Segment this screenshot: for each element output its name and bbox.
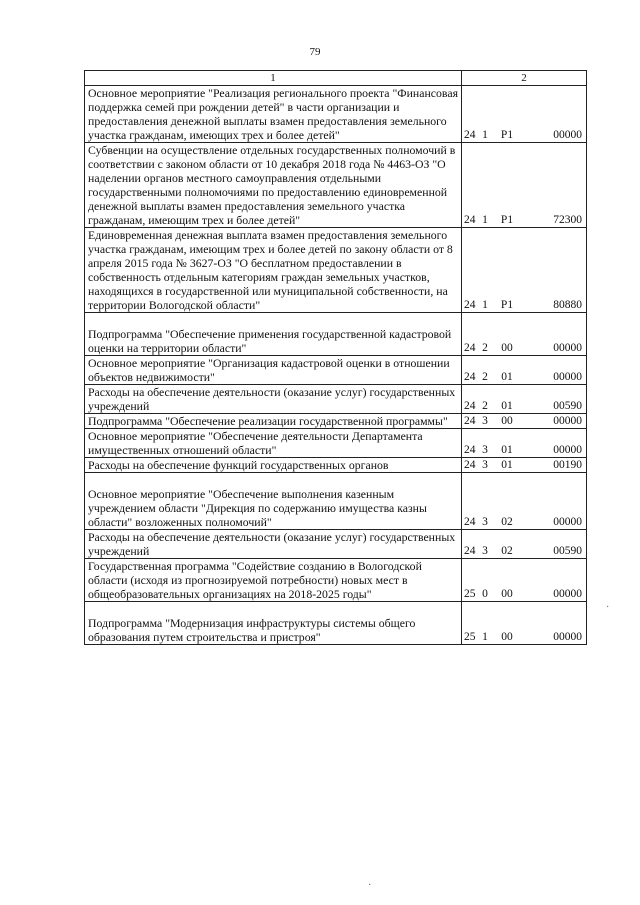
code-part-3: 00 [501,588,513,600]
table-row [85,473,587,530]
row-code-cell [462,414,587,429]
code-part-1: 25 [464,631,476,643]
row-name-text: Расходы на обеспечение деятельности (оказание услуг) государственных учреждений [88,530,456,558]
code-part-3: 00 [501,342,513,354]
code-part-3: P1 [500,299,514,311]
row-name-text: Основное мероприятие "Организация кадастровой оценки в отношении объектов недвижимости" [88,356,450,384]
code-part-3: 00 [501,631,513,643]
row-name-text: Государственная программа "Содействие созданию в Вологодской области (исходя из прогнозируемой потребности) новых мест в общеобразовательных организациях на 2018-2025 годы" [88,559,422,601]
code-part-3: 00 [501,415,513,427]
row-name-cell [85,429,462,458]
code-part-3: 02 [501,516,513,528]
code-part-1: 25 [464,588,476,600]
row-name-text: Подпрограмма "Обеспечение реализации государственной программы" [88,414,448,428]
row-name-cell [85,458,462,473]
code-part-4: 00000 [553,516,582,528]
code-part-4: 00000 [553,371,582,383]
table-row [85,602,587,645]
code-part-4: 00590 [553,400,582,412]
table-row [85,86,587,143]
row-name-text: Основное мероприятие "Реализация регионального проекта "Финансовая поддержка семей при рождении детей" в части организации и предоставления денежной выплаты взамен предоставления земельного участка гражданам, имеющих трех и более детей" [88,86,459,142]
table-row [85,143,587,228]
row-name-text: Единовременная денежная выплата взамен предоставления земельного участка гражданам, имеющим трех и более детей по закону области от 8 апреля 2015 года № 3627-ОЗ "О бесплатном предоставлении в собственность отдельным категориям граждан земельных участков, находящихся в государственной или муниципальной собственности, на территории Вологодской области" [88,228,453,312]
code-part-1: 24 [464,371,476,383]
table-header-row [85,71,587,86]
row-name-cell [85,86,462,143]
row-name-cell [85,559,462,602]
code-part-4: 00000 [553,631,582,643]
row-code-cell [462,530,587,559]
code-part-2: 3 [482,516,488,528]
column-header-code: 2 [462,71,587,86]
table-row [85,313,587,356]
code-part-1: 24 [464,545,476,557]
code-part-4: 80880 [553,299,582,311]
code-part-2: 1 [482,214,488,226]
code-part-3: 01 [501,459,513,471]
code-part-3: 01 [501,400,513,412]
table-row [85,356,587,385]
table-row [85,559,587,602]
scan-artifact: · [606,602,610,613]
row-name-text: Расходы на обеспечение деятельности (оказание услуг) государственных учреждений [88,385,456,413]
code-part-3: P1 [500,129,514,141]
row-name-cell [85,414,462,429]
row-code-cell [462,313,587,356]
code-part-1: 24 [464,516,476,528]
code-part-2: 1 [482,129,488,141]
code-part-4: 00000 [553,415,582,427]
table-row [85,385,587,414]
code-part-1: 24 [464,342,476,354]
table-row [85,429,587,458]
row-code-cell [462,559,587,602]
code-part-4: 00590 [553,545,582,557]
row-name-cell [85,143,462,228]
code-part-4: 00000 [553,588,582,600]
code-part-1: 24 [464,459,476,471]
code-part-4: 00000 [553,342,582,354]
row-code-cell [462,473,587,530]
code-part-2: 1 [482,299,488,311]
code-part-2: 3 [482,444,488,456]
code-part-2: 2 [482,342,488,354]
code-part-1: 24 [464,415,476,427]
row-name-text: Основное мероприятие "Обеспечение деятельности Департамента имущественных отношений области" [88,429,423,457]
code-part-2: 3 [482,415,488,427]
code-part-4: 00000 [553,129,582,141]
table-row [85,228,587,313]
code-part-4: 72300 [553,214,582,226]
code-part-3: P1 [500,214,514,226]
code-part-2: 1 [482,631,488,643]
table-row [85,414,587,429]
code-part-2: 3 [482,459,488,471]
row-code-cell [462,458,587,473]
code-part-4: 00000 [553,444,582,456]
code-part-2: 0 [482,588,488,600]
code-part-3: 01 [501,444,513,456]
code-part-1: 24 [464,214,476,226]
row-name-cell [85,602,462,645]
row-code-cell [462,385,587,414]
code-part-1: 24 [464,129,476,141]
code-part-1: 24 [464,400,476,412]
table-row [85,530,587,559]
code-part-1: 24 [464,299,476,311]
row-name-cell [85,385,462,414]
row-name-text: Подпрограмма "Обеспечение применения государственной кадастровой оценки на территории области" [88,327,452,355]
row-name-cell [85,313,462,356]
row-name-text: Основное мероприятие "Обеспечение выполнения казенным учреждением области "Дирекция по содержанию имущества казны области" возложенных полномочий" [88,487,427,529]
code-part-2: 2 [482,371,488,383]
row-code-cell [462,602,587,645]
code-part-2: 3 [482,545,488,557]
code-part-3: 02 [501,545,513,557]
row-name-cell [85,473,462,530]
row-name-cell [85,228,462,313]
row-name-text: Субвенции на осуществление отдельных государственных полномочий в соответствии с законом области от 10 декабря 2018 года № 4463-ОЗ "О наделении органов местного самоуправления отдельными государственными полномочиями по предоставлению единовременной денежной выплаты взамен предоставления земельного участка гражданам, имеющим трех и более детей" [88,143,456,227]
column-header-name: 1 [85,71,462,86]
scan-artifact: · [368,880,372,891]
code-part-1: 24 [464,444,476,456]
row-name-cell [85,356,462,385]
table-row [85,458,587,473]
row-code-cell [462,356,587,385]
code-part-4: 00190 [553,459,582,471]
page-number: 79 [309,46,321,58]
row-code-cell [462,143,587,228]
row-code-cell [462,228,587,313]
row-name-text: Расходы на обеспечение функций государственных органов [88,458,389,472]
row-name-cell [85,530,462,559]
row-code-cell [462,429,587,458]
budget-classification-table [84,70,587,645]
row-name-text: Подпрограмма "Модернизация инфраструктуры системы общего образования путем строительства и пристроя" [88,616,416,644]
row-code-cell [462,86,587,143]
code-part-2: 2 [482,400,488,412]
code-part-3: 01 [501,371,513,383]
